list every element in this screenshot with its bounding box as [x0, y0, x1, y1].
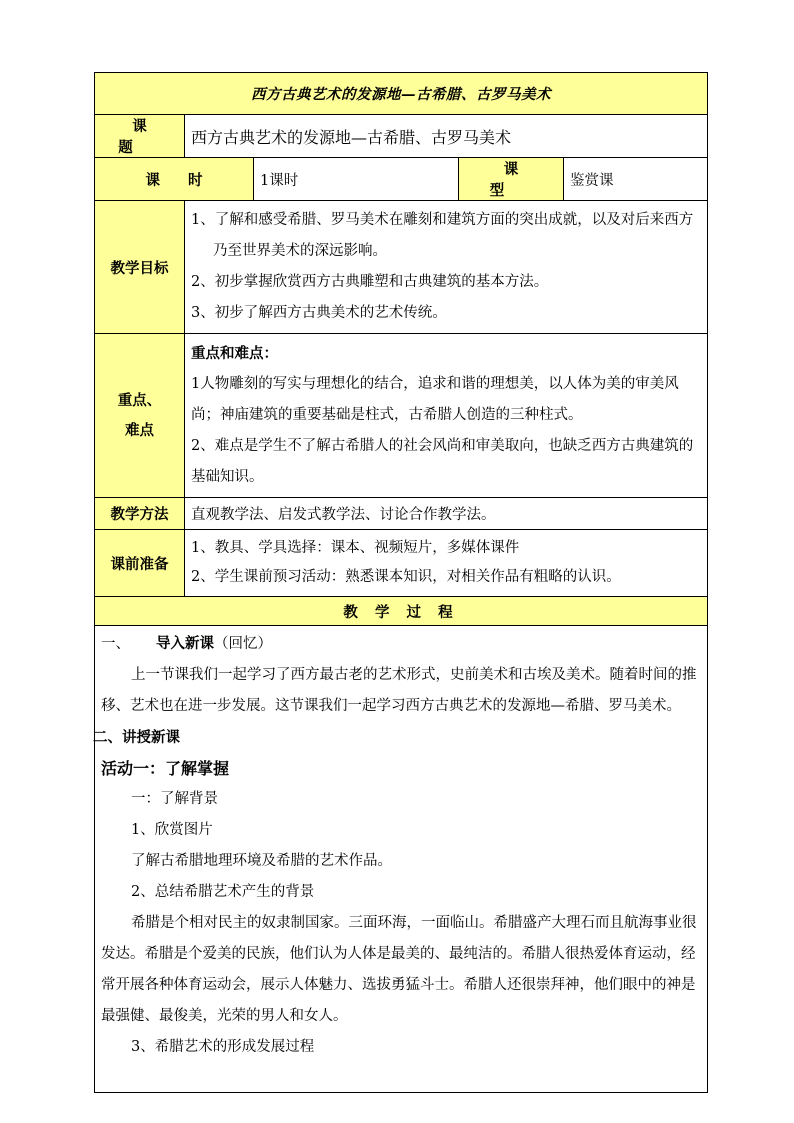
process-content: [95, 626, 708, 1093]
keypoint-item: 2、难点是学生不了解古希腊人的社会风尚和审美取向，也缺乏西方古典建筑的基础知识。: [191, 438, 694, 485]
prep-item: 1、教具、学具选择：课本、视频短片，多媒体课件: [191, 540, 520, 556]
goal-item: 3、初步了解西方古典美术的艺术传统。: [191, 305, 447, 321]
type-value: 鉴赏课: [564, 158, 708, 201]
keypoint-item: 1人物雕刻的写实与理想化的结合，追求和谐的理想美，以人体为美的审美风尚；神庙建筑的重要基础是柱式，古希腊人创造的三种柱式。: [191, 376, 679, 423]
step-3-heading: 3、希腊艺术的形成发展过程: [131, 1039, 315, 1055]
prep-item: 2、学生课前预习活动：熟悉课本知识，对相关作品有粗略的认识。: [191, 569, 621, 585]
document-title: 西方古典艺术的发源地—古希腊、古罗马美术: [95, 73, 708, 115]
hours-value: 1课时: [254, 158, 459, 201]
goals-content: [185, 201, 708, 334]
keypoints-heading: 重点和难点：: [191, 345, 278, 362]
goals-label: 教学目标: [95, 201, 185, 334]
prep-content: [185, 530, 708, 597]
goal-item: 1、了解和感受希腊、罗马美术在雕刻和建筑方面的突出成就，以及对后来西方乃至世界美术的深远影响。: [191, 212, 694, 259]
topic-label: 课题: [95, 115, 185, 158]
section-1-note: （回忆）: [214, 636, 272, 652]
section-1-heading: [101, 628, 703, 660]
process-heading: 教 学 过 程: [95, 597, 708, 626]
step-1-text: 了解古希腊地理环境及希腊的艺术作品。: [131, 853, 392, 869]
lesson-plan-table: [94, 72, 708, 1093]
method-label: 教学方法: [95, 498, 185, 530]
section-1-number: 一、: [101, 636, 130, 652]
type-label: 课型: [459, 158, 564, 201]
goal-item: 2、初步掌握欣赏西方古典雕塑和古典建筑的基本方法。: [191, 274, 549, 290]
sub-heading-background: 一：了解背景: [131, 791, 218, 807]
lesson-plan-page: [94, 72, 707, 1093]
keypoints-content: [185, 334, 708, 498]
method-value: 直观教学法、启发式教学法、讨论合作教学法。: [185, 498, 708, 530]
step-2-text: 希腊是个相对民主的奴隶制国家。三面环海，一面临山。希腊盛产大理石而且航海事业很发达。希腊是个爱美的民族，他们认为人体是最美的、最纯洁的。希腊人很热爱体育运动，经常开展各种体育运动会，展示人体魅力、选拔勇猛斗士。希腊人还很崇拜神，他们眼中的神是最强健、最俊美，光荣的男人和女人。: [101, 915, 697, 1024]
step-2-heading: 2、总结希腊艺术产生的背景: [131, 884, 315, 900]
hours-label: 课时: [95, 158, 254, 201]
prep-label: 课前准备: [95, 530, 185, 597]
keypoints-label-line2: 难点: [125, 421, 154, 439]
section-1-text: 上一节课我们一起学习了西方最古老的艺术形式，史前美术和古埃及美术。随着时间的推移、艺术也在进一步发展。这节课我们一起学习西方古典艺术的发源地—希腊、罗马美术。: [101, 667, 697, 714]
activity-title: 活动一：了解掌握: [101, 759, 230, 778]
topic-value: 西方古典艺术的发源地—古希腊、古罗马美术: [185, 115, 708, 158]
keypoints-label-line1: 重点、: [117, 391, 162, 409]
section-2-title: 二、讲授新课: [93, 729, 180, 746]
section-1-title: 导入新课: [156, 635, 214, 652]
step-1-heading: 1、欣赏图片: [131, 822, 213, 838]
keypoints-label: [95, 334, 185, 498]
